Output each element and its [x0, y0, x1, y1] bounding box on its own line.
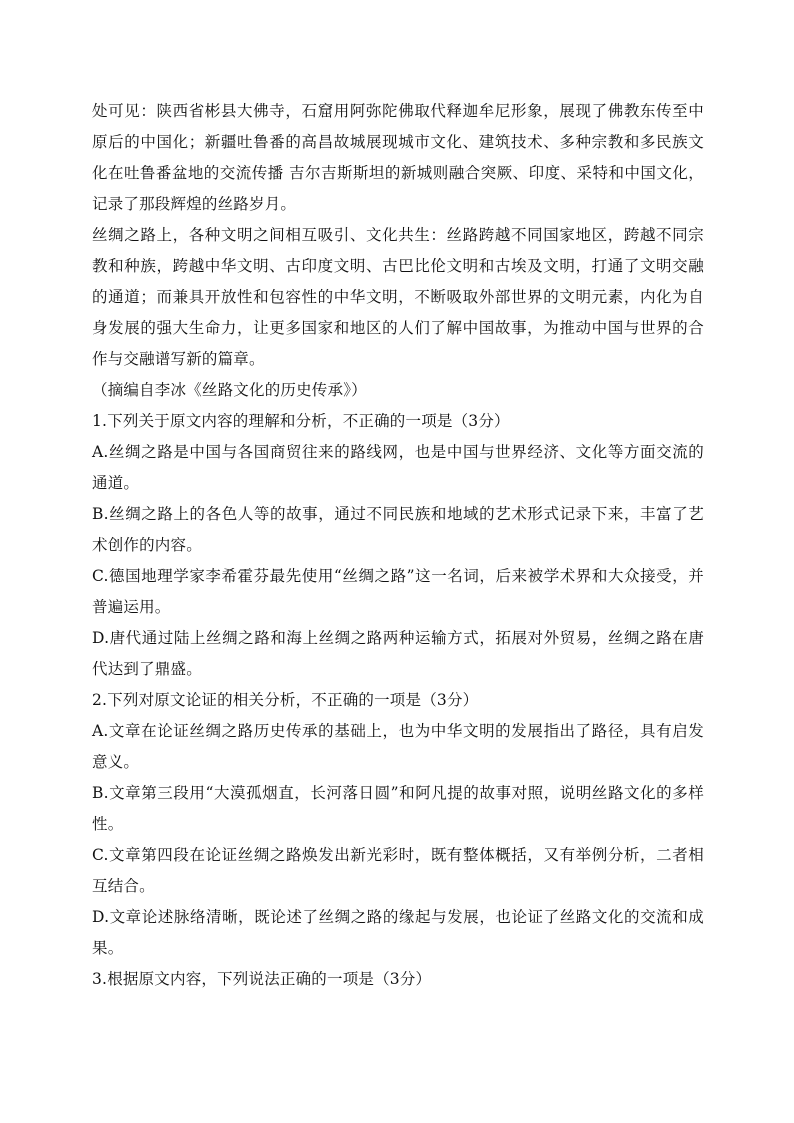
paragraph-cultural-symbiosis: 丝绸之路上，各种文明之间相互吸引、文化共生：丝路跨越不同国家地区，跨越不同宗教和种族，跨越中华文明、古印度文明、古巴比伦文明和古埃及文明，打通了文明交融的通道；而兼具开放性和包容性的中华文明，不断吸取外部世界的文明元素，内化为自身发展的强大生命力，让更多国家和地区的人们了解中国故事，为推动中国与世界的合作与交融谱写新的篇章。: [92, 226, 704, 368]
question-1-option-d: D.唐代通过陆上丝绸之路和海上丝绸之路两种运输方式，拓展对外贸易，丝绸之路在唐代达到了鼎盛。: [92, 629, 704, 678]
paragraph-cultural-relics: 处可见：陕西省彬县大佛寺，石窟用阿弥陀佛取代释迦牟尼形象，展现了佛教东传至中原后的中国化；新疆吐鲁番的高昌故城展现城市文化、建筑技术、多种宗教和多民族文化在吐鲁番盆地的交流传播 吉尔吉斯斯坦的新城则融合突厥、印度、采特和中国文化，记录了那段辉煌的丝路岁月。: [92, 102, 704, 213]
question-2-option-b: B.文章第三段用“大漠孤烟直，长河落日圆”和阿凡提的故事对照，说明丝路文化的多样性。: [92, 784, 704, 833]
document-body: [92, 96, 704, 995]
question-1-option-a: A.丝绸之路是中国与各国商贸往来的路线网，也是中国与世界经济、文化等方面交流的通道。: [92, 443, 704, 492]
source-citation: （摘编自李冰《丝路文化的历史传承》）: [92, 381, 367, 399]
question-2-option-d: D.文章论述脉络清晰，既论述了丝绸之路的缘起与发展，也论证了丝路文化的交流和成果。: [92, 908, 704, 957]
question-2-stem: 2.下列对原文论证的相关分析，不正确的一项是（3分）: [92, 691, 479, 709]
question-3-stem: 3.根据原文内容，下列说法正确的一项是（3分）: [92, 970, 432, 988]
question-1-option-c: C.德国地理学家李希霍芬最先使用“丝绸之路”这一名词，后来被学术界和大众接受，并普遍运用。: [92, 567, 704, 616]
question-2-option-a: A.文章在论证丝绸之路历史传承的基础上，也为中华文明的发展指出了路径，具有启发意义。: [92, 722, 704, 771]
question-1-option-b: B.丝绸之路上的各色人等的故事，通过不同民族和地域的艺术形式记录下来，丰富了艺术创作的内容。: [92, 505, 704, 554]
question-1-stem: 1.下列关于原文内容的理解和分析，不正确的一项是（3分）: [92, 412, 510, 430]
question-2-option-c: C.文章第四段在论证丝绸之路焕发出新光彩时，既有整体概括，又有举例分析，二者相互结合。: [92, 846, 704, 895]
